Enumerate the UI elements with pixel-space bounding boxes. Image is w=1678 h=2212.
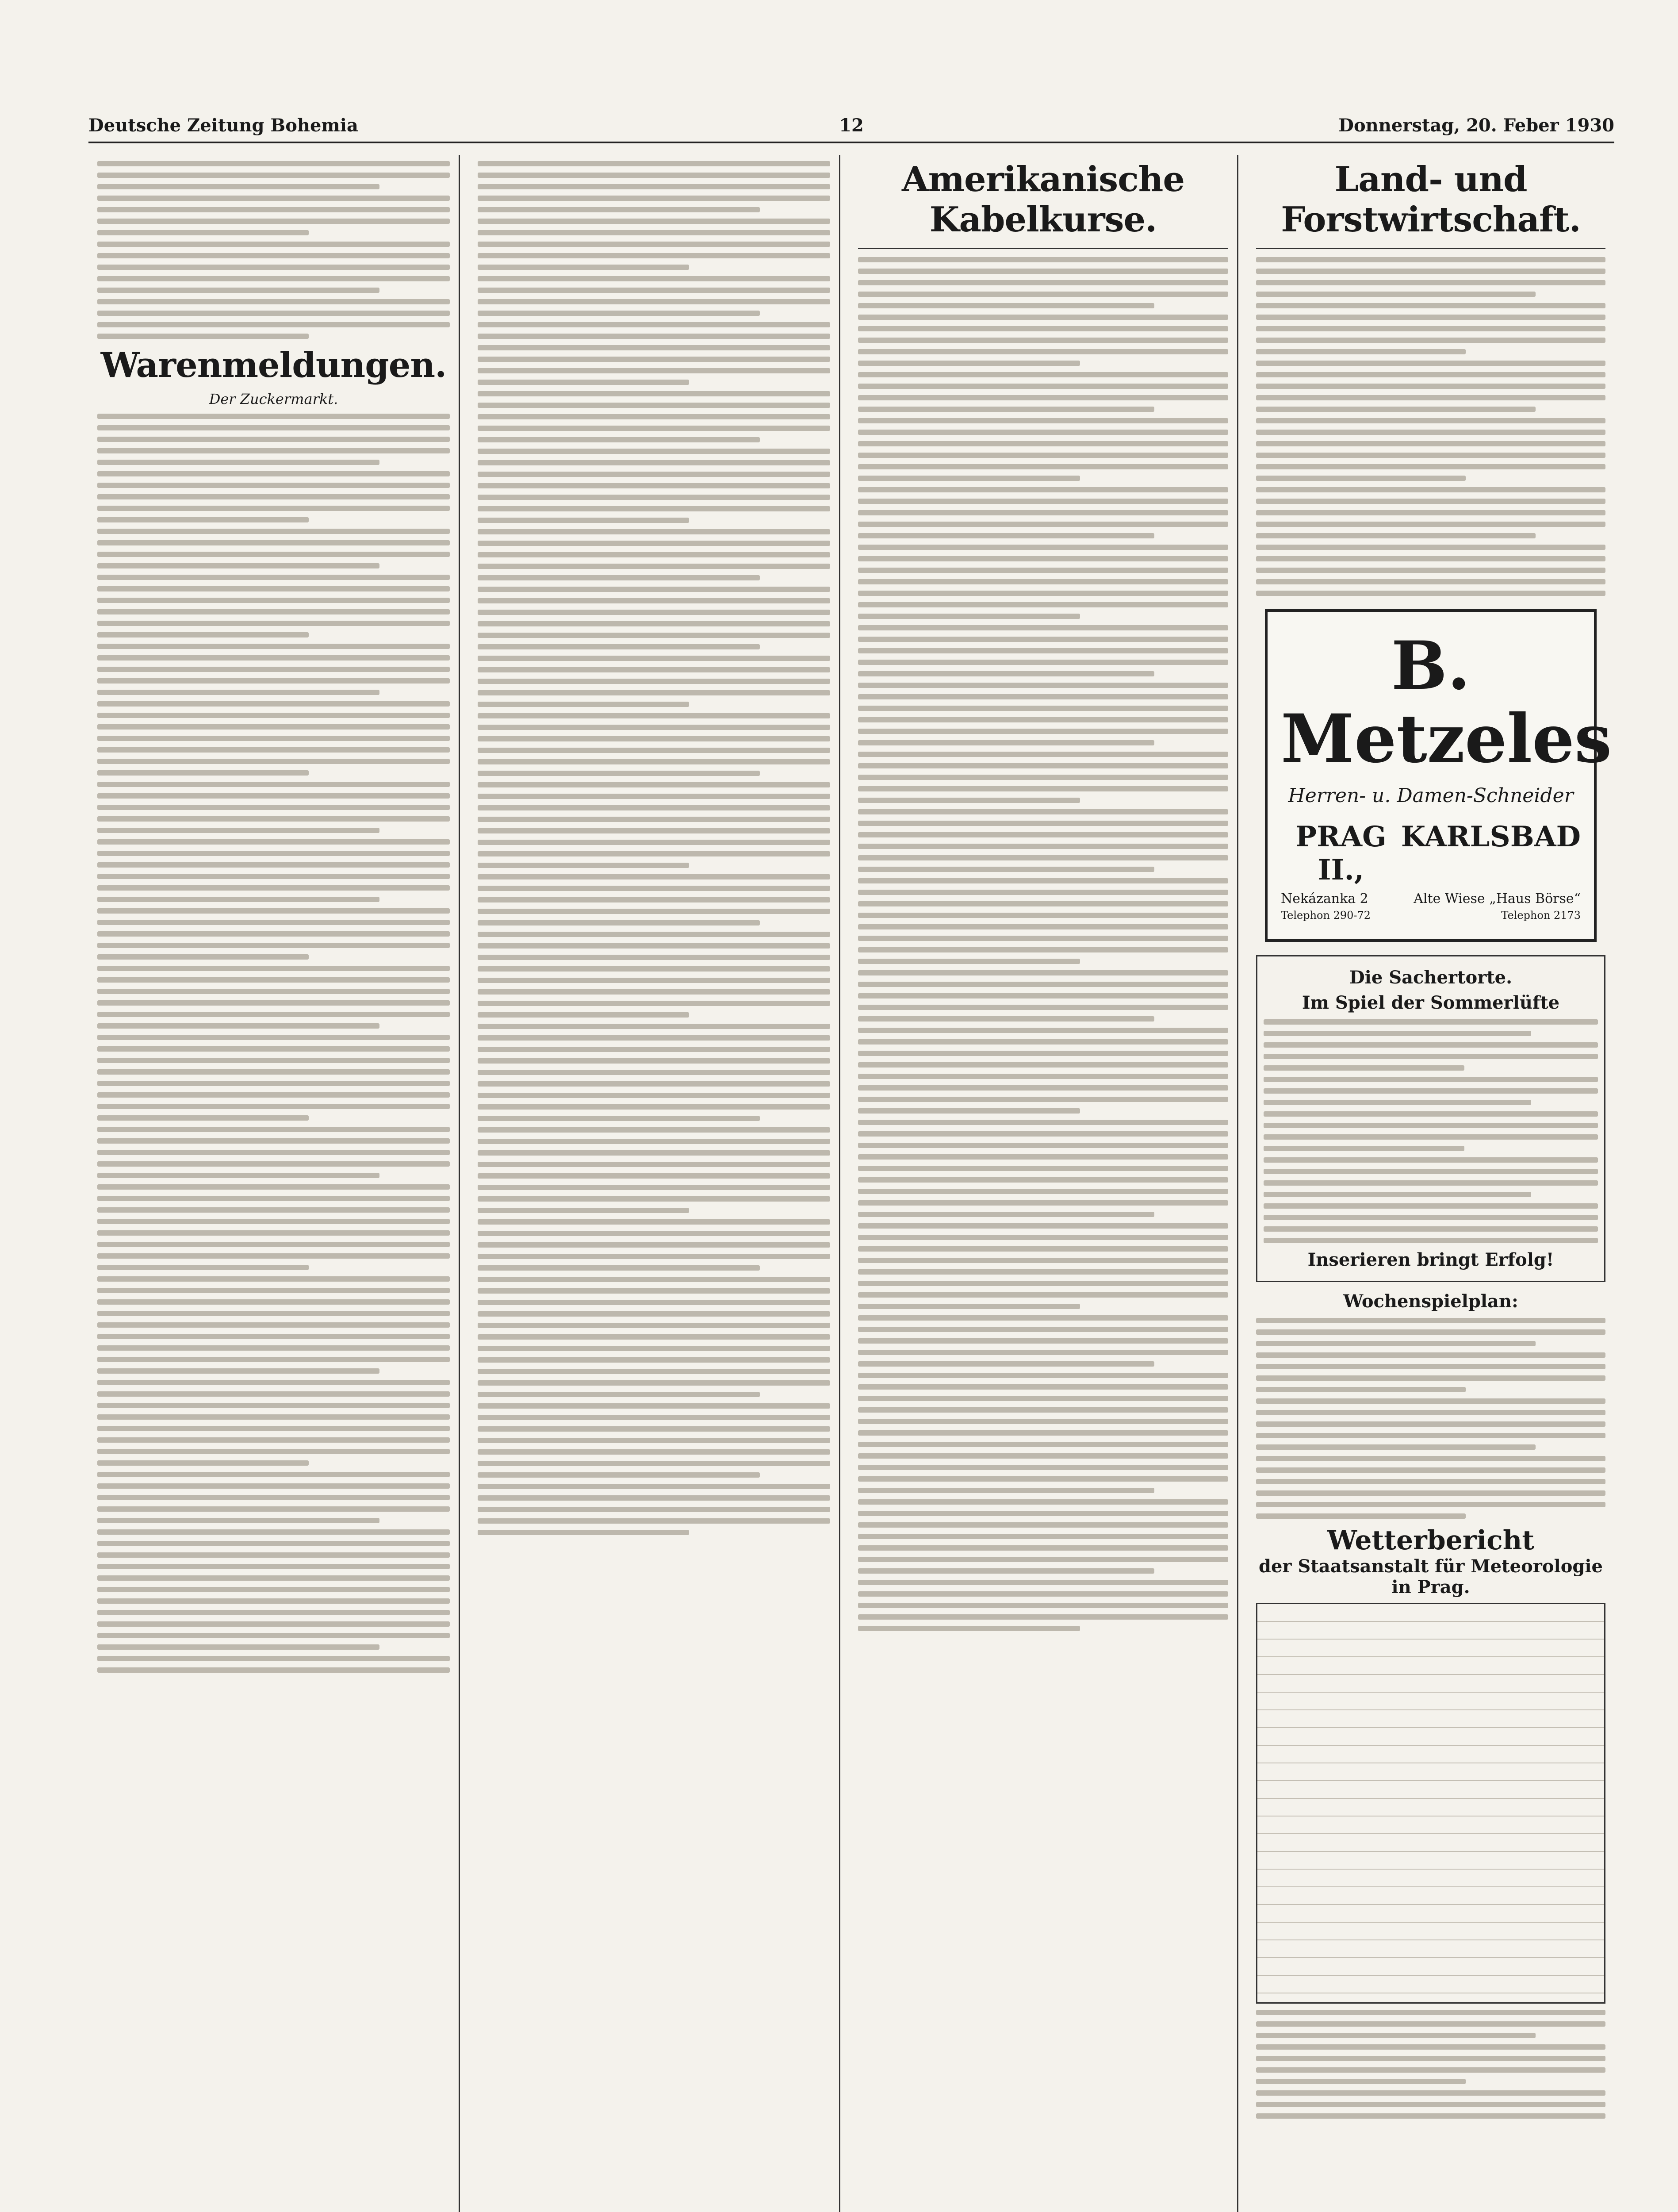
ad-trade: Herren- u. Damen-Schneider: [1288, 784, 1574, 807]
text-block: [1256, 257, 1605, 596]
column-3: [849, 155, 1238, 2212]
landforst-heading: Land- und Forstwirtschaft.: [1281, 159, 1581, 240]
column-2: [469, 155, 840, 2212]
page-header: [88, 111, 1614, 143]
spiel-heading: Im Spiel der Sommerlüfte: [1302, 992, 1560, 1013]
divider: [858, 248, 1228, 249]
ad-address-karlsbad: Alte Wiese „Haus Börse“: [1414, 891, 1581, 906]
inserate-slogan: Inserieren bringt Erfolg!: [1307, 1249, 1554, 1270]
zuckermarkt-heading: Der Zuckermarkt.: [209, 391, 338, 407]
date-line: Donnerstag, 20. Feber 1930: [1338, 115, 1614, 136]
newspaper-page: [88, 111, 1614, 2212]
divider: [1256, 248, 1605, 249]
metzeles-ad: [1265, 609, 1612, 942]
text-block: [1256, 2010, 1605, 2119]
amerikanische-heading: Amerikanische Kabelkurse.: [901, 159, 1185, 240]
column-1: [88, 155, 460, 2212]
ad-name: B. Metzeles: [1281, 627, 1612, 778]
theater-box: [1256, 955, 1605, 1282]
text-block: [478, 161, 830, 1535]
text-block: [97, 161, 450, 339]
wochenspielplan-heading: Wochenspielplan:: [1343, 1291, 1518, 1312]
sachertorte-heading: Die Sachertorte.: [1349, 967, 1513, 988]
staatsanstalt-heading: der Staatsanstalt für Meteorologie in Prag.: [1259, 1556, 1603, 1598]
text-block: [1264, 1019, 1598, 1243]
column-4: [1247, 155, 1614, 2212]
masthead: Deutsche Zeitung Bohemia: [88, 115, 358, 136]
page-number: 12: [839, 115, 864, 136]
ad-address-prag: Nekázanka 2: [1281, 891, 1368, 906]
text-block: [1256, 1318, 1605, 1519]
text-block: [97, 414, 450, 1673]
ad-phone-karlsbad: Telephon 2173: [1501, 909, 1581, 922]
text-block: [858, 257, 1228, 1631]
ad-city-karlsbad: KARLSBAD: [1401, 820, 1581, 853]
weather-table: [1256, 1603, 1605, 2004]
warenmeldungen-heading: Warenmeldungen.: [100, 345, 447, 385]
ad-city-prag: PRAG II.,: [1295, 820, 1387, 887]
ad-phone-prag: Telephon 290-72: [1281, 909, 1371, 922]
wetterbericht-heading: Wetterbericht: [1327, 1525, 1535, 1556]
